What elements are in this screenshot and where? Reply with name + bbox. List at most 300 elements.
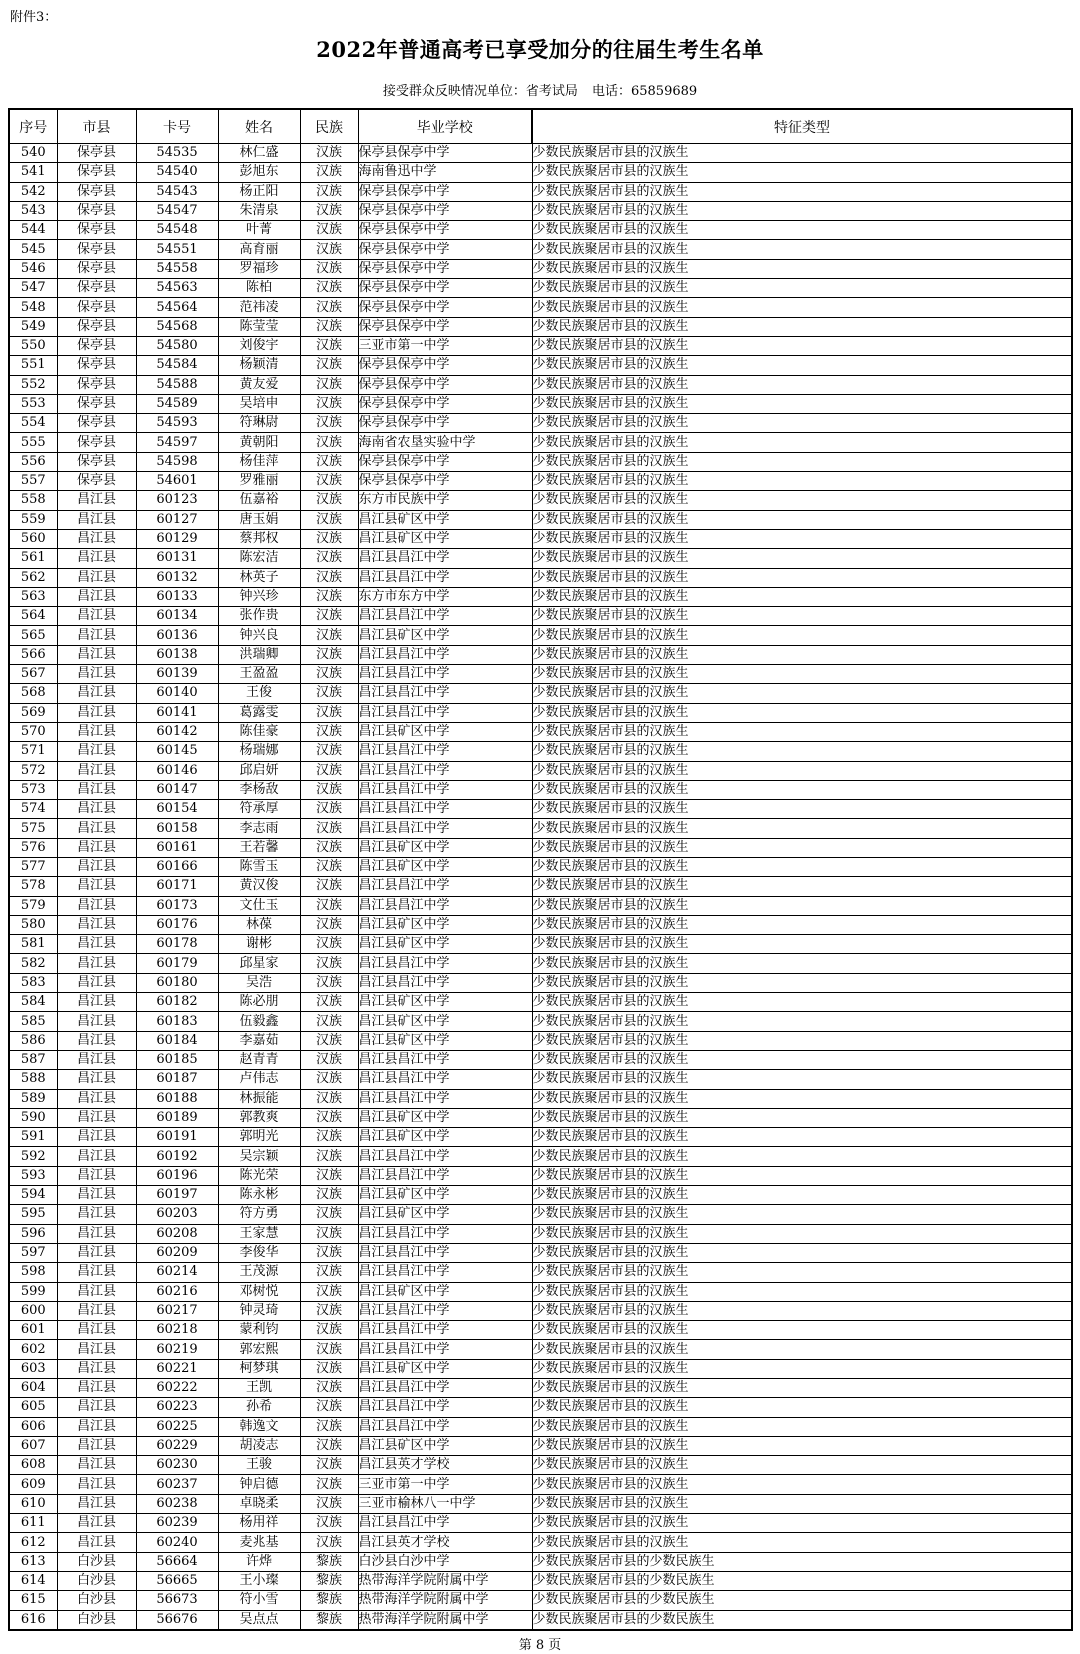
cell-card-no: 60217 <box>136 1301 218 1320</box>
cell-ethnicity: 汉族 <box>300 240 358 259</box>
cell-feature-type: 少数民族聚居市县的汉族生 <box>532 549 1072 568</box>
cell-feature-type: 少数民族聚居市县的汉族生 <box>532 1456 1072 1475</box>
cell-seq: 558 <box>9 491 57 510</box>
cell-county: 昌江县 <box>57 568 136 587</box>
cell-ethnicity: 黎族 <box>300 1591 358 1610</box>
cell-feature-type: 少数民族聚居市县的汉族生 <box>532 703 1072 722</box>
header-feature-type: 特征类型 <box>532 109 1072 144</box>
cell-feature-type: 少数民族聚居市县的汉族生 <box>532 877 1072 896</box>
table-row <box>9 1012 1072 1031</box>
cell-card-no: 60185 <box>136 1050 218 1069</box>
cell-seq: 549 <box>9 317 57 336</box>
cell-school: 保亭县保亭中学 <box>358 144 532 163</box>
cell-school: 昌江县英才学校 <box>358 1533 532 1552</box>
cell-seq: 555 <box>9 433 57 452</box>
table-row <box>9 433 1072 452</box>
cell-school: 保亭县保亭中学 <box>358 221 532 240</box>
cell-school: 昌江县昌江中学 <box>358 1321 532 1340</box>
cell-name: 陈柏 <box>218 279 300 298</box>
cell-county: 昌江县 <box>57 780 136 799</box>
cell-school: 昌江县矿区中学 <box>358 838 532 857</box>
cell-seq: 594 <box>9 1186 57 1205</box>
cell-name: 邱星家 <box>218 954 300 973</box>
cell-feature-type: 少数民族聚居市县的汉族生 <box>532 298 1072 317</box>
cell-name: 王俊 <box>218 684 300 703</box>
table-row <box>9 1591 1072 1610</box>
cell-name: 蒙利钧 <box>218 1321 300 1340</box>
cell-school: 昌江县矿区中学 <box>358 510 532 529</box>
table-row <box>9 1031 1072 1050</box>
cell-ethnicity: 汉族 <box>300 510 358 529</box>
cell-ethnicity: 汉族 <box>300 819 358 838</box>
cell-ethnicity: 汉族 <box>300 1166 358 1185</box>
cell-seq: 546 <box>9 259 57 278</box>
cell-card-no: 56673 <box>136 1591 218 1610</box>
cell-card-no: 60239 <box>136 1514 218 1533</box>
cell-feature-type: 少数民族聚居市县的汉族生 <box>532 1359 1072 1378</box>
cell-county: 昌江县 <box>57 1533 136 1552</box>
cell-name: 文仕玉 <box>218 896 300 915</box>
cell-ethnicity: 汉族 <box>300 780 358 799</box>
cell-ethnicity: 汉族 <box>300 259 358 278</box>
table-row <box>9 472 1072 491</box>
cell-ethnicity: 汉族 <box>300 279 358 298</box>
cell-seq: 581 <box>9 935 57 954</box>
cell-card-no: 60138 <box>136 645 218 664</box>
cell-seq: 556 <box>9 452 57 471</box>
cell-name: 王凯 <box>218 1379 300 1398</box>
cell-school: 昌江县英才学校 <box>358 1456 532 1475</box>
cell-name: 许烨 <box>218 1552 300 1571</box>
cell-name: 王茂源 <box>218 1263 300 1282</box>
cell-name: 符小雪 <box>218 1591 300 1610</box>
cell-county: 昌江县 <box>57 1243 136 1262</box>
cell-county: 昌江县 <box>57 857 136 876</box>
cell-ethnicity: 汉族 <box>300 877 358 896</box>
cell-school: 热带海洋学院附属中学 <box>358 1610 532 1630</box>
cell-school: 昌江县矿区中学 <box>358 1128 532 1147</box>
cell-school: 昌江县矿区中学 <box>358 1031 532 1050</box>
cell-ethnicity: 汉族 <box>300 761 358 780</box>
cell-seq: 559 <box>9 510 57 529</box>
cell-ethnicity: 汉族 <box>300 1243 358 1262</box>
cell-school: 昌江县昌江中学 <box>358 665 532 684</box>
cell-feature-type: 少数民族聚居市县的少数民族生 <box>532 1571 1072 1590</box>
cell-card-no: 56664 <box>136 1552 218 1571</box>
cell-seq: 572 <box>9 761 57 780</box>
cell-name: 王若馨 <box>218 838 300 857</box>
cell-feature-type: 少数民族聚居市县的汉族生 <box>532 915 1072 934</box>
cell-card-no: 60173 <box>136 896 218 915</box>
cell-seq: 544 <box>9 221 57 240</box>
table-row <box>9 414 1072 433</box>
cell-feature-type: 少数民族聚居市县的汉族生 <box>532 221 1072 240</box>
cell-feature-type: 少数民族聚居市县的汉族生 <box>532 375 1072 394</box>
cell-ethnicity: 汉族 <box>300 201 358 220</box>
cell-card-no: 60191 <box>136 1128 218 1147</box>
page-title: 2022年普通高考已享受加分的往届生考生名单 <box>316 37 764 62</box>
cell-seq: 564 <box>9 607 57 626</box>
cell-school: 昌江县矿区中学 <box>358 1436 532 1455</box>
cell-name: 吴培申 <box>218 394 300 413</box>
cell-seq: 575 <box>9 819 57 838</box>
cell-card-no: 60147 <box>136 780 218 799</box>
cell-ethnicity: 汉族 <box>300 317 358 336</box>
cell-name: 柯梦琪 <box>218 1359 300 1378</box>
cell-feature-type: 少数民族聚居市县的汉族生 <box>532 973 1072 992</box>
table-row <box>9 780 1072 799</box>
cell-school: 保亭县保亭中学 <box>358 375 532 394</box>
table-row <box>9 1340 1072 1359</box>
cell-school: 昌江县昌江中学 <box>358 1089 532 1108</box>
cell-feature-type: 少数民族聚居市县的汉族生 <box>532 1340 1072 1359</box>
cell-feature-type: 少数民族聚居市县的汉族生 <box>532 433 1072 452</box>
cell-county: 保亭县 <box>57 317 136 336</box>
cell-seq: 541 <box>9 163 57 182</box>
cell-feature-type: 少数民族聚居市县的汉族生 <box>532 1186 1072 1205</box>
cell-school: 昌江县矿区中学 <box>358 935 532 954</box>
cell-card-no: 60238 <box>136 1494 218 1513</box>
cell-feature-type: 少数民族聚居市县的少数民族生 <box>532 1591 1072 1610</box>
cell-name: 邱启妍 <box>218 761 300 780</box>
cell-county: 昌江县 <box>57 1475 136 1494</box>
table-body <box>9 144 1072 1630</box>
cell-ethnicity: 汉族 <box>300 1340 358 1359</box>
cell-county: 保亭县 <box>57 182 136 201</box>
table-row <box>9 279 1072 298</box>
cell-ethnicity: 汉族 <box>300 838 358 857</box>
cell-feature-type: 少数民族聚居市县的汉族生 <box>532 800 1072 819</box>
cell-seq: 574 <box>9 800 57 819</box>
cell-school: 昌江县昌江中学 <box>358 1224 532 1243</box>
cell-county: 昌江县 <box>57 1301 136 1320</box>
table-row <box>9 259 1072 278</box>
cell-seq: 576 <box>9 838 57 857</box>
table-row <box>9 915 1072 934</box>
cell-seq: 582 <box>9 954 57 973</box>
cell-seq: 599 <box>9 1282 57 1301</box>
cell-ethnicity: 汉族 <box>300 1070 358 1089</box>
cell-seq: 560 <box>9 529 57 548</box>
contact-phone: 电话：65859689 <box>591 84 698 99</box>
cell-name: 陈雪玉 <box>218 857 300 876</box>
cell-seq: 551 <box>9 356 57 375</box>
cell-feature-type: 少数民族聚居市县的汉族生 <box>532 645 1072 664</box>
cell-seq: 567 <box>9 665 57 684</box>
cell-county: 昌江县 <box>57 510 136 529</box>
cell-seq: 586 <box>9 1031 57 1050</box>
table-header-row <box>9 109 1072 144</box>
cell-card-no: 60154 <box>136 800 218 819</box>
cell-card-no: 60166 <box>136 857 218 876</box>
cell-card-no: 60208 <box>136 1224 218 1243</box>
table-row <box>9 1610 1072 1630</box>
cell-ethnicity: 汉族 <box>300 645 358 664</box>
cell-county: 昌江县 <box>57 665 136 684</box>
cell-card-no: 54580 <box>136 336 218 355</box>
cell-card-no: 60146 <box>136 761 218 780</box>
table-row <box>9 819 1072 838</box>
cell-feature-type: 少数民族聚居市县的汉族生 <box>532 336 1072 355</box>
cell-card-no: 54601 <box>136 472 218 491</box>
cell-county: 昌江县 <box>57 1494 136 1513</box>
cell-name: 王家慧 <box>218 1224 300 1243</box>
cell-seq: 606 <box>9 1417 57 1436</box>
table-row <box>9 1166 1072 1185</box>
cell-seq: 583 <box>9 973 57 992</box>
table-row <box>9 182 1072 201</box>
cell-name: 吴宗颖 <box>218 1147 300 1166</box>
cell-card-no: 60218 <box>136 1321 218 1340</box>
cell-county: 昌江县 <box>57 819 136 838</box>
cell-card-no: 56665 <box>136 1571 218 1590</box>
cell-seq: 611 <box>9 1514 57 1533</box>
cell-name: 黄朝阳 <box>218 433 300 452</box>
cell-name: 陈永彬 <box>218 1186 300 1205</box>
cell-name: 符方勇 <box>218 1205 300 1224</box>
cell-seq: 615 <box>9 1591 57 1610</box>
cell-county: 昌江县 <box>57 761 136 780</box>
cell-school: 昌江县昌江中学 <box>358 1243 532 1262</box>
table-row <box>9 1301 1072 1320</box>
cell-card-no: 60192 <box>136 1147 218 1166</box>
cell-feature-type: 少数民族聚居市县的汉族生 <box>532 1436 1072 1455</box>
table-row <box>9 1070 1072 1089</box>
cell-ethnicity: 汉族 <box>300 742 358 761</box>
cell-school: 昌江县昌江中学 <box>358 1398 532 1417</box>
cell-card-no: 60180 <box>136 973 218 992</box>
cell-card-no: 60197 <box>136 1186 218 1205</box>
cell-feature-type: 少数民族聚居市县的汉族生 <box>532 144 1072 163</box>
cell-ethnicity: 汉族 <box>300 1108 358 1127</box>
cell-card-no: 54593 <box>136 414 218 433</box>
cell-feature-type: 少数民族聚居市县的汉族生 <box>532 201 1072 220</box>
cell-seq: 550 <box>9 336 57 355</box>
cell-school: 昌江县昌江中学 <box>358 549 532 568</box>
cell-school: 昌江县矿区中学 <box>358 1012 532 1031</box>
cell-ethnicity: 汉族 <box>300 1186 358 1205</box>
cell-ethnicity: 汉族 <box>300 935 358 954</box>
cell-county: 昌江县 <box>57 645 136 664</box>
table-row <box>9 703 1072 722</box>
cell-feature-type: 少数民族聚居市县的汉族生 <box>532 510 1072 529</box>
cell-card-no: 60123 <box>136 491 218 510</box>
cell-seq: 571 <box>9 742 57 761</box>
cell-name: 胡凌志 <box>218 1436 300 1455</box>
cell-county: 昌江县 <box>57 1147 136 1166</box>
table-row <box>9 973 1072 992</box>
cell-county: 昌江县 <box>57 1070 136 1089</box>
cell-name: 彭旭东 <box>218 163 300 182</box>
cell-ethnicity: 汉族 <box>300 163 358 182</box>
header-school: 毕业学校 <box>358 109 532 144</box>
cell-card-no: 60223 <box>136 1398 218 1417</box>
cell-county: 保亭县 <box>57 240 136 259</box>
cell-feature-type: 少数民族聚居市县的汉族生 <box>532 1031 1072 1050</box>
cell-feature-type: 少数民族聚居市县的汉族生 <box>532 1301 1072 1320</box>
cell-name: 范祎凌 <box>218 298 300 317</box>
cell-card-no: 54543 <box>136 182 218 201</box>
cell-school: 海南省农垦实验中学 <box>358 433 532 452</box>
cell-ethnicity: 汉族 <box>300 1128 358 1147</box>
table-row <box>9 1533 1072 1552</box>
cell-seq: 610 <box>9 1494 57 1513</box>
cell-feature-type: 少数民族聚居市县的汉族生 <box>532 1128 1072 1147</box>
cell-feature-type: 少数民族聚居市县的汉族生 <box>532 1282 1072 1301</box>
cell-name: 谢彬 <box>218 935 300 954</box>
cell-ethnicity: 汉族 <box>300 1263 358 1282</box>
table-row <box>9 240 1072 259</box>
cell-school: 白沙县白沙中学 <box>358 1552 532 1571</box>
cell-feature-type: 少数民族聚居市县的汉族生 <box>532 491 1072 510</box>
cell-feature-type: 少数民族聚居市县的汉族生 <box>532 1514 1072 1533</box>
table-row <box>9 1108 1072 1127</box>
cell-school: 昌江县矿区中学 <box>358 1186 532 1205</box>
table-row <box>9 298 1072 317</box>
cell-feature-type: 少数民族聚居市县的少数民族生 <box>532 1552 1072 1571</box>
cell-school: 保亭县保亭中学 <box>358 240 532 259</box>
header-seq: 序号 <box>9 109 57 144</box>
cell-school: 昌江县昌江中学 <box>358 1263 532 1282</box>
cell-seq: 557 <box>9 472 57 491</box>
cell-school: 保亭县保亭中学 <box>358 279 532 298</box>
cell-county: 昌江县 <box>57 1205 136 1224</box>
cell-school: 昌江县矿区中学 <box>358 857 532 876</box>
cell-county: 昌江县 <box>57 877 136 896</box>
cell-county: 昌江县 <box>57 1321 136 1340</box>
table-row <box>9 1456 1072 1475</box>
cell-feature-type: 少数民族聚居市县的汉族生 <box>532 935 1072 954</box>
cell-seq: 597 <box>9 1243 57 1262</box>
cell-ethnicity: 汉族 <box>300 568 358 587</box>
cell-seq: 570 <box>9 722 57 741</box>
cell-school: 保亭县保亭中学 <box>358 394 532 413</box>
cell-feature-type: 少数民族聚居市县的汉族生 <box>532 1533 1072 1552</box>
header-county: 市县 <box>57 109 136 144</box>
cell-county: 白沙县 <box>57 1571 136 1590</box>
cell-card-no: 60219 <box>136 1340 218 1359</box>
cell-ethnicity: 汉族 <box>300 491 358 510</box>
cell-county: 昌江县 <box>57 896 136 915</box>
cell-ethnicity: 汉族 <box>300 414 358 433</box>
cell-county: 保亭县 <box>57 201 136 220</box>
cell-school: 保亭县保亭中学 <box>358 259 532 278</box>
cell-card-no: 60139 <box>136 665 218 684</box>
cell-county: 昌江县 <box>57 993 136 1012</box>
cell-name: 林振能 <box>218 1089 300 1108</box>
cell-ethnicity: 汉族 <box>300 472 358 491</box>
cell-seq: 565 <box>9 626 57 645</box>
cell-card-no: 60176 <box>136 915 218 934</box>
cell-county: 保亭县 <box>57 433 136 452</box>
cell-card-no: 54584 <box>136 356 218 375</box>
cell-card-no: 60183 <box>136 1012 218 1031</box>
cell-feature-type: 少数民族聚居市县的汉族生 <box>532 1147 1072 1166</box>
cell-name: 林英子 <box>218 568 300 587</box>
cell-name: 郭明光 <box>218 1128 300 1147</box>
cell-name: 杨瑞娜 <box>218 742 300 761</box>
subtitle <box>0 80 1080 99</box>
cell-feature-type: 少数民族聚居市县的汉族生 <box>532 665 1072 684</box>
cell-county: 保亭县 <box>57 221 136 240</box>
cell-name: 杨正阳 <box>218 182 300 201</box>
cell-school: 昌江县昌江中学 <box>358 1301 532 1320</box>
cell-name: 符承厚 <box>218 800 300 819</box>
cell-ethnicity: 汉族 <box>300 684 358 703</box>
cell-feature-type: 少数民族聚居市县的汉族生 <box>532 1224 1072 1243</box>
cell-seq: 589 <box>9 1089 57 1108</box>
cell-seq: 563 <box>9 587 57 606</box>
cell-name: 杨用祥 <box>218 1514 300 1533</box>
cell-ethnicity: 汉族 <box>300 452 358 471</box>
cell-county: 昌江县 <box>57 626 136 645</box>
cell-seq: 596 <box>9 1224 57 1243</box>
table-row <box>9 1359 1072 1378</box>
cell-name: 韩逸文 <box>218 1417 300 1436</box>
cell-feature-type: 少数民族聚居市县的汉族生 <box>532 819 1072 838</box>
cell-ethnicity: 汉族 <box>300 1012 358 1031</box>
header-card-no: 卡号 <box>136 109 218 144</box>
cell-feature-type: 少数民族聚居市县的汉族生 <box>532 742 1072 761</box>
cell-name: 吴点点 <box>218 1610 300 1630</box>
cell-ethnicity: 汉族 <box>300 703 358 722</box>
table-row <box>9 1282 1072 1301</box>
cell-county: 昌江县 <box>57 1456 136 1475</box>
cell-school: 昌江县昌江中学 <box>358 1147 532 1166</box>
table-row <box>9 356 1072 375</box>
table-row <box>9 896 1072 915</box>
cell-county: 昌江县 <box>57 935 136 954</box>
cell-feature-type: 少数民族聚居市县的汉族生 <box>532 684 1072 703</box>
cell-ethnicity: 汉族 <box>300 182 358 201</box>
cell-school: 昌江县矿区中学 <box>358 915 532 934</box>
cell-feature-type: 少数民族聚居市县的汉族生 <box>532 761 1072 780</box>
table-row <box>9 452 1072 471</box>
cell-card-no: 60136 <box>136 626 218 645</box>
cell-county: 昌江县 <box>57 491 136 510</box>
attachment-label: 附件3： <box>10 10 58 25</box>
table-row <box>9 1321 1072 1340</box>
cell-card-no: 56676 <box>136 1610 218 1630</box>
cell-county: 昌江县 <box>57 1050 136 1069</box>
cell-county: 保亭县 <box>57 394 136 413</box>
cell-ethnicity: 汉族 <box>300 221 358 240</box>
cell-school: 保亭县保亭中学 <box>358 356 532 375</box>
table-row <box>9 684 1072 703</box>
cell-feature-type: 少数民族聚居市县的汉族生 <box>532 182 1072 201</box>
cell-name: 钟兴良 <box>218 626 300 645</box>
table-row <box>9 510 1072 529</box>
cell-school: 昌江县昌江中学 <box>358 877 532 896</box>
cell-feature-type: 少数民族聚居市县的汉族生 <box>532 1050 1072 1069</box>
cell-card-no: 60214 <box>136 1263 218 1282</box>
table-row <box>9 1552 1072 1571</box>
table-row <box>9 742 1072 761</box>
cell-county: 昌江县 <box>57 1359 136 1378</box>
cell-name: 李杨敌 <box>218 780 300 799</box>
table-row <box>9 1514 1072 1533</box>
cell-ethnicity: 汉族 <box>300 1050 358 1069</box>
cell-feature-type: 少数民族聚居市县的汉族生 <box>532 452 1072 471</box>
cell-feature-type: 少数民族聚居市县的汉族生 <box>532 780 1072 799</box>
cell-name: 陈必朋 <box>218 993 300 1012</box>
cell-seq: 562 <box>9 568 57 587</box>
cell-seq: 569 <box>9 703 57 722</box>
cell-county: 保亭县 <box>57 279 136 298</box>
cell-card-no: 60225 <box>136 1417 218 1436</box>
cell-seq: 573 <box>9 780 57 799</box>
cell-seq: 600 <box>9 1301 57 1320</box>
